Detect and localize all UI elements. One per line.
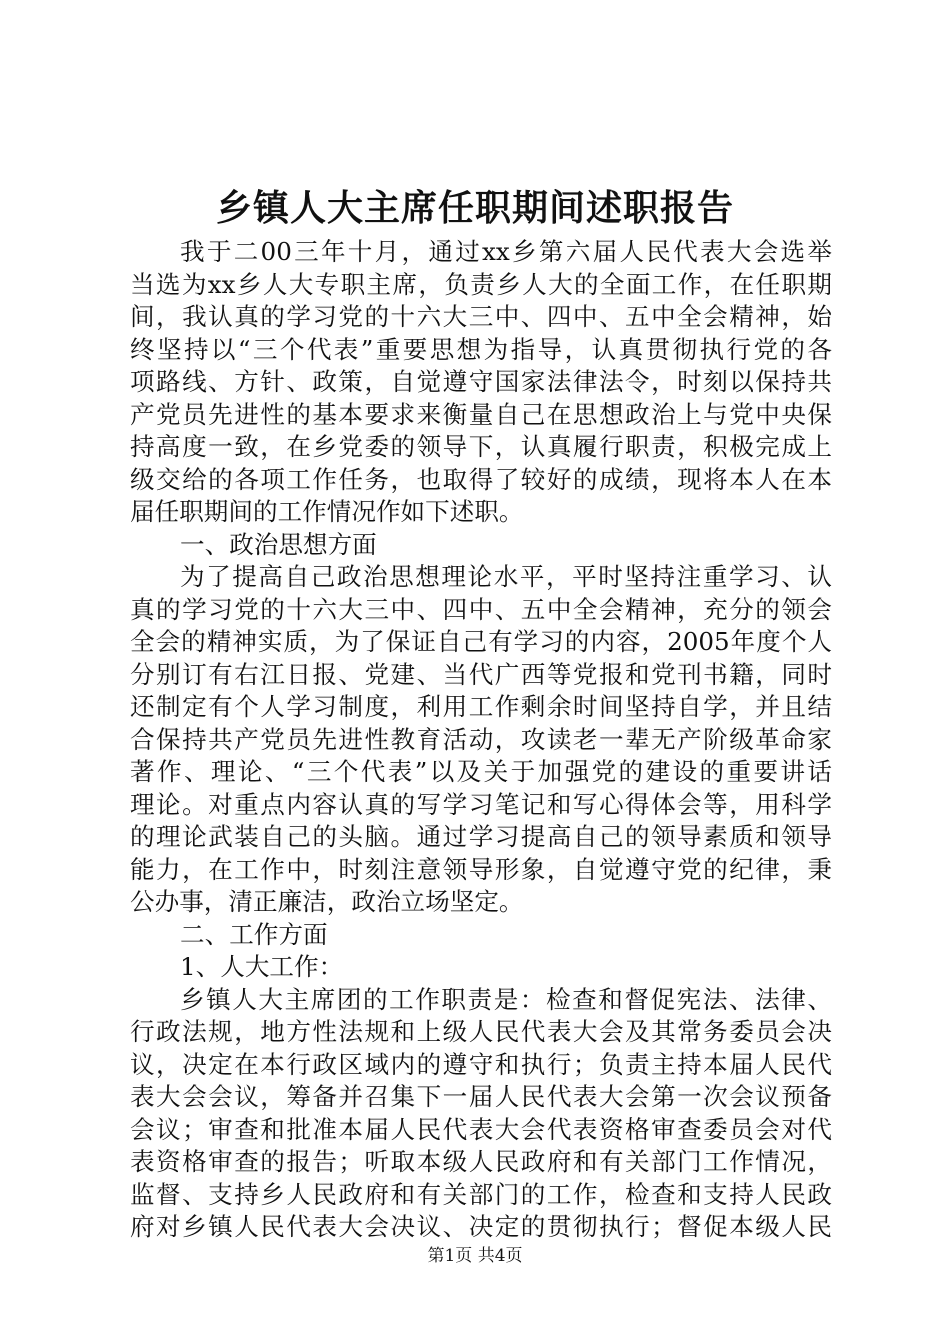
section-heading: 二、工作方面 — [180, 919, 328, 949]
body-line: 的理论武装自己的头脑。通过学习提高自己的领导素质和领导 — [130, 822, 832, 851]
body-line: 乡镇人大主席团的工作职责是：检查和督促宪法、法律、 — [180, 984, 832, 1014]
body-line: 合保持共产党员先进性教育活动，攻读老一辈无产阶级革命家 — [130, 724, 832, 754]
section-heading: 一、政治思想方面 — [180, 529, 377, 559]
body-line: 著作、理论、“三个代表”以及关于加强党的建设的重要讲话 — [130, 757, 832, 786]
body-line: 终坚持以“三个代表”重要思想为指导，认真贯彻执行党的各 — [130, 334, 832, 364]
body-line: 分别订有右江日报、党建、当代广西等党报和党刊书籍，同时 — [130, 659, 832, 689]
body-line: 理论。对重点内容认真的写学习笔记和写心得体会等，用科学 — [130, 789, 832, 819]
body-line: 项路线、方针、政策，自觉遵守国家法律法令，时刻以保持共 — [130, 367, 832, 396]
body-line: 级交给的各项工作任务，也取得了较好的成绩，现将本人在本 — [130, 464, 832, 494]
body-line: 产党员先进性的基本要求来衡量自己在思想政治上与党中央保 — [130, 399, 832, 429]
document-body — [130, 236, 832, 1244]
body-line: 全会的精神实质，为了保证自己有学习的内容，2005年度个人 — [130, 627, 832, 656]
document-title: 乡镇人大主席任职期间述职报告 — [215, 187, 734, 229]
body-line: 监督、支持乡人民政府和有关部门的工作，检查和支持人民政 — [130, 1179, 832, 1209]
body-line: 表大会会议，筹备并召集下一届人民代表大会第一次会议预备 — [130, 1082, 832, 1111]
body-line: 会议；审查和批准本届人民代表大会代表资格审查委员会对代 — [130, 1114, 832, 1144]
body-line: 表资格审查的报告；听取本级人民政府和有关部门工作情况， — [130, 1147, 832, 1176]
body-line: 届任职期间的工作情况作如下述职。 — [130, 497, 524, 526]
body-line: 还制定有个人学习制度，利用工作剩余时间坚持自学，并且结 — [130, 692, 832, 721]
body-line: 持高度一致，在乡党委的领导下，认真履行职责，积极完成上 — [130, 432, 832, 461]
body-line: 府对乡镇人民代表大会决议、决定的贯彻执行；督促本级人民 — [130, 1212, 832, 1241]
body-line: 当选为xx乡人大专职主席，负责乡人大的全面工作，在任职期 — [130, 269, 832, 299]
body-line: 间，我认真的学习党的十六大三中、四中、五中全会精神，始 — [130, 302, 832, 331]
body-line: 议，决定在本行政区域内的遵守和执行；负责主持本届人民代 — [130, 1049, 832, 1079]
body-line: 真的学习党的十六大三中、四中、五中全会精神，充分的领会 — [130, 594, 832, 624]
body-line: 能力，在工作中，时刻注意领导形象，自觉遵守党的纪律，秉 — [130, 854, 832, 884]
body-line: 我于二00三年十月，通过xx乡第六届人民代表大会选举 — [180, 237, 832, 266]
body-line: 行政法规，地方性法规和上级人民代表大会及其常务委员会决 — [130, 1017, 832, 1046]
body-line: 为了提高自己政治思想理论水平，平时坚持注重学习、认 — [180, 562, 832, 591]
body-line: 公办事，清正廉洁，政治立场坚定。 — [130, 887, 524, 916]
page-footer: 第1页 共4页 — [427, 1246, 523, 1266]
section-heading: 1、人大工作： — [180, 952, 344, 981]
